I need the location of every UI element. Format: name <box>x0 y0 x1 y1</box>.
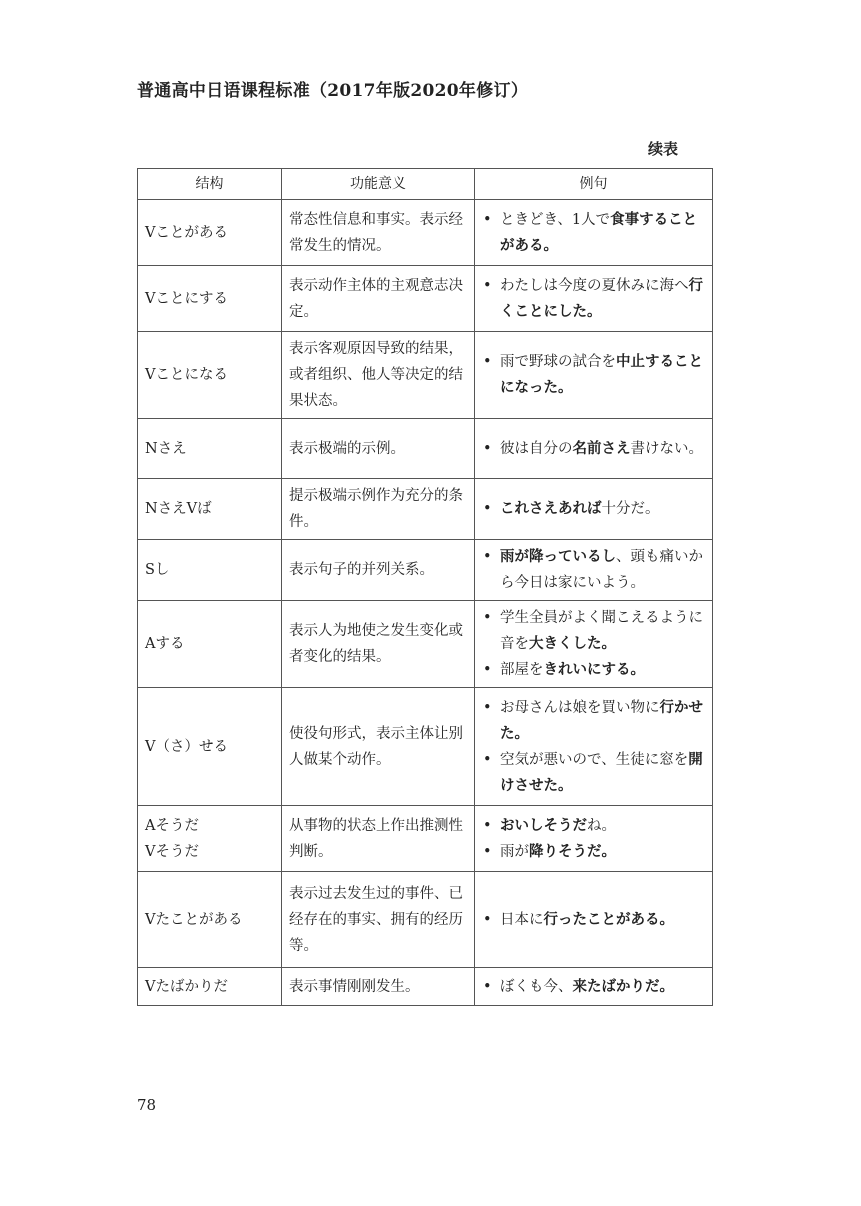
table-row <box>138 806 713 872</box>
example-text: わたしは今度の夏休みに海へ <box>500 277 689 294</box>
table-row <box>138 200 713 266</box>
structure-text: V（さ）せる <box>145 738 228 755</box>
structure-text: Vことにする <box>145 290 228 307</box>
example-text: 雨で野球の試合を <box>500 354 616 370</box>
cell-examples <box>475 540 713 601</box>
bullet-icon: • <box>483 699 492 716</box>
cell-meaning: 表示事情刚刚发生。 <box>282 968 475 1006</box>
example-keyword: 降りそうだ。 <box>529 843 616 860</box>
example-sentence <box>481 436 706 462</box>
cell-examples <box>475 872 713 968</box>
cell-examples <box>475 332 713 419</box>
structure-text: NさえVば <box>145 501 212 517</box>
example-text: ね。 <box>587 817 616 834</box>
table-row <box>138 479 713 540</box>
structure-text: Vたことがある <box>145 911 243 928</box>
example-text: 雨が <box>500 843 529 860</box>
example-keyword: おいしそうだ <box>500 817 587 834</box>
example-sentence <box>481 273 706 325</box>
table-row <box>138 688 713 806</box>
cell-meaning: 表示客观原因导致的结果，或者组织、他人等决定的结果状态。 <box>282 332 475 419</box>
bullet-icon: • <box>483 501 492 517</box>
example-keyword: 雨が降っているし <box>500 549 616 565</box>
cell-structure <box>138 540 282 601</box>
cell-examples <box>475 479 713 540</box>
example-sentence <box>481 813 706 839</box>
cell-structure <box>138 806 282 872</box>
bullet-icon: • <box>483 549 492 565</box>
cell-meaning: 表示极端的示例。 <box>282 419 475 479</box>
cell-examples <box>475 601 713 688</box>
example-sentence <box>481 839 706 865</box>
cell-examples <box>475 419 713 479</box>
structure-text: Nさえ <box>145 440 187 457</box>
bullet-icon: • <box>483 843 492 860</box>
structure-text: Aする <box>145 636 185 652</box>
cell-meaning: 表示过去发生过的事件、已经存在的事实、拥有的经历等。 <box>282 872 475 968</box>
structure-text: Vことがある <box>145 224 228 241</box>
example-keyword: これさえあれば <box>500 501 602 517</box>
bullet-icon: • <box>483 911 492 928</box>
example-sentence <box>481 349 706 401</box>
example-keyword: 来たばかりだ。 <box>572 978 674 995</box>
example-sentence <box>481 544 706 596</box>
table-row <box>138 601 713 688</box>
cell-structure <box>138 332 282 419</box>
cell-meaning: 常态性信息和事实。表示经常发生的情况。 <box>282 200 475 266</box>
cell-examples <box>475 200 713 266</box>
table-header-row <box>138 169 713 200</box>
cell-meaning: 表示人为地使之发生变化或者变化的结果。 <box>282 601 475 688</box>
table-row <box>138 872 713 968</box>
bullet-icon: • <box>483 978 492 995</box>
example-keyword: 大きくした。 <box>529 636 616 652</box>
cell-structure <box>138 968 282 1006</box>
column-header-examples: 例句 <box>475 169 713 200</box>
cell-structure <box>138 479 282 540</box>
example-sentence <box>481 907 706 933</box>
example-keyword: 開けさせた。 <box>500 751 703 794</box>
table-row <box>138 540 713 601</box>
structure-text: Vそうだ <box>145 843 199 860</box>
cell-meaning: 使役句形式，表示主体让别人做某个动作。 <box>282 688 475 806</box>
bullet-icon: • <box>483 751 492 768</box>
cell-meaning: 提示极端示例作为充分的条件。 <box>282 479 475 540</box>
cell-structure <box>138 419 282 479</box>
table-body <box>138 200 713 1006</box>
table-row <box>138 968 713 1006</box>
example-text: 学生全員がよく聞こえるように音を <box>500 610 703 652</box>
cell-structure <box>138 872 282 968</box>
continued-table-label: 续表 <box>648 140 679 158</box>
bullet-icon: • <box>483 817 492 834</box>
example-keyword: 名前さえ <box>572 440 631 457</box>
example-keyword: 食事することがある。 <box>500 211 698 254</box>
example-sentence <box>481 974 706 1000</box>
cell-examples <box>475 806 713 872</box>
grammar-table <box>137 168 713 1006</box>
column-header-meaning: 功能意义 <box>282 169 475 200</box>
example-text: ときどき、1人で <box>500 211 611 228</box>
cell-examples <box>475 266 713 332</box>
cell-meaning: 从事物的状态上作出推测性判断。 <box>282 806 475 872</box>
cell-meaning: 表示动作主体的主观意志决定。 <box>282 266 475 332</box>
page-number: 78 <box>137 1096 157 1114</box>
example-text: 彼は自分の <box>500 440 573 457</box>
structure-text: Vことになる <box>145 367 228 383</box>
example-sentence <box>481 605 706 657</box>
cell-structure <box>138 688 282 806</box>
example-text: 部屋を <box>500 662 544 678</box>
page-header-title: 普通高中日语课程标准（2017年版2020年修订） <box>137 81 529 101</box>
cell-examples <box>475 968 713 1006</box>
bullet-icon: • <box>483 662 492 678</box>
example-text: 、頭も痛いから今日は家にいよう。 <box>500 549 703 591</box>
cell-structure <box>138 200 282 266</box>
bullet-icon: • <box>483 610 492 626</box>
structure-text: Vたばかりだ <box>145 978 228 995</box>
bullet-icon: • <box>483 440 492 457</box>
table-row <box>138 332 713 419</box>
structure-text: Sし <box>145 562 170 578</box>
bullet-icon: • <box>483 354 492 370</box>
example-text: 十分だ。 <box>601 501 660 517</box>
example-text: 書けない。 <box>630 440 703 457</box>
cell-structure <box>138 601 282 688</box>
example-text: 空気が悪いので、生徒に窓を <box>500 751 689 768</box>
cell-examples <box>475 688 713 806</box>
example-sentence <box>481 747 706 799</box>
column-header-structure: 结构 <box>138 169 282 200</box>
example-sentence <box>481 207 706 259</box>
example-text: 日本に <box>500 911 544 928</box>
example-sentence <box>481 657 706 683</box>
table-row <box>138 419 713 479</box>
example-keyword: 行かせた。 <box>500 699 703 742</box>
cell-structure <box>138 266 282 332</box>
example-keyword: 行ったことがある。 <box>543 911 674 928</box>
bullet-icon: • <box>483 277 492 294</box>
example-keyword: 行くことにした。 <box>500 277 703 320</box>
cell-meaning: 表示句子的并列关系。 <box>282 540 475 601</box>
bullet-icon: • <box>483 211 492 228</box>
example-text: ぼくも今、 <box>500 978 573 995</box>
example-sentence <box>481 695 706 747</box>
example-keyword: 中止することになった。 <box>500 354 703 396</box>
table-row <box>138 266 713 332</box>
example-keyword: きれいにする。 <box>543 662 645 678</box>
example-sentence <box>481 496 706 522</box>
structure-text: Aそうだ <box>145 817 199 834</box>
example-text: お母さんは娘を買い物に <box>500 699 660 716</box>
